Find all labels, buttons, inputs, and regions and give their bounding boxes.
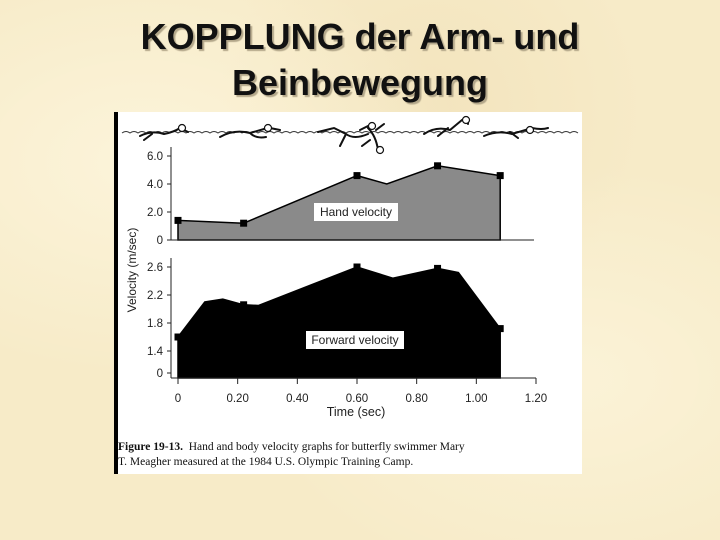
x-tick-label: 0.20	[226, 393, 249, 405]
swimmer-head	[179, 125, 186, 132]
series-label: Forward velocity	[311, 333, 399, 347]
y-tick-label: 1.4	[147, 346, 163, 358]
y-tick-label: 2.0	[147, 207, 163, 219]
x-tick-label: 1.20	[524, 393, 548, 405]
data-point-marker	[497, 172, 504, 179]
y-tick-label: 0	[156, 368, 163, 380]
y-tick-label: 6.0	[147, 151, 163, 163]
swimmer-head	[377, 147, 384, 154]
data-point-marker	[240, 220, 247, 227]
data-point-marker	[354, 172, 361, 179]
caption-line-1: Hand and body velocity graphs for butterfly swimmer Mary	[188, 441, 465, 453]
swimmer-head	[463, 117, 470, 124]
x-tick-label: 0	[174, 393, 182, 405]
y-tick-label: 1.8	[147, 318, 163, 330]
swimmer-figure	[424, 120, 468, 137]
series-label: Hand velocity	[319, 205, 393, 219]
slide-title-line-2: Beinbewegung	[231, 62, 488, 103]
x-tick-label: 1.00	[465, 393, 488, 405]
y-tick-label: 4.0	[147, 179, 163, 191]
y-tick-label: 2.6	[147, 262, 163, 274]
series-area-hand-velocity	[178, 166, 500, 240]
caption-line-2: T. Meagher measured at the 1984 U.S. Olympic Training Camp.	[118, 456, 414, 468]
data-point-marker	[354, 264, 361, 271]
y-axis-label: Velocity (m/sec)	[125, 227, 139, 313]
caption-label: Figure 19-13.	[118, 441, 183, 453]
data-point-marker	[434, 162, 441, 169]
x-tick-label: 0.80	[405, 393, 428, 405]
swimmer-figure	[318, 124, 372, 146]
swimmer-head	[265, 125, 272, 132]
data-point-marker	[434, 265, 441, 272]
series-area-forward-velocity	[178, 267, 500, 378]
data-point-marker	[175, 334, 182, 341]
data-point-marker	[240, 301, 247, 308]
x-axis-label: Time (sec)	[326, 405, 386, 419]
y-tick-label: 0	[156, 235, 163, 247]
slide-title-line-1: KOPPLUNG der Arm- und	[140, 16, 580, 57]
swimmer-illustration	[122, 117, 578, 154]
data-point-marker	[497, 325, 504, 332]
swimmer-head	[527, 127, 534, 134]
x-tick-label: 0.40	[286, 393, 309, 405]
swimmer-head	[369, 123, 376, 130]
figure-caption	[118, 440, 568, 470]
data-point-marker	[175, 217, 182, 224]
x-tick-label: 0.60	[345, 393, 369, 405]
y-tick-label: 2.2	[147, 290, 163, 302]
